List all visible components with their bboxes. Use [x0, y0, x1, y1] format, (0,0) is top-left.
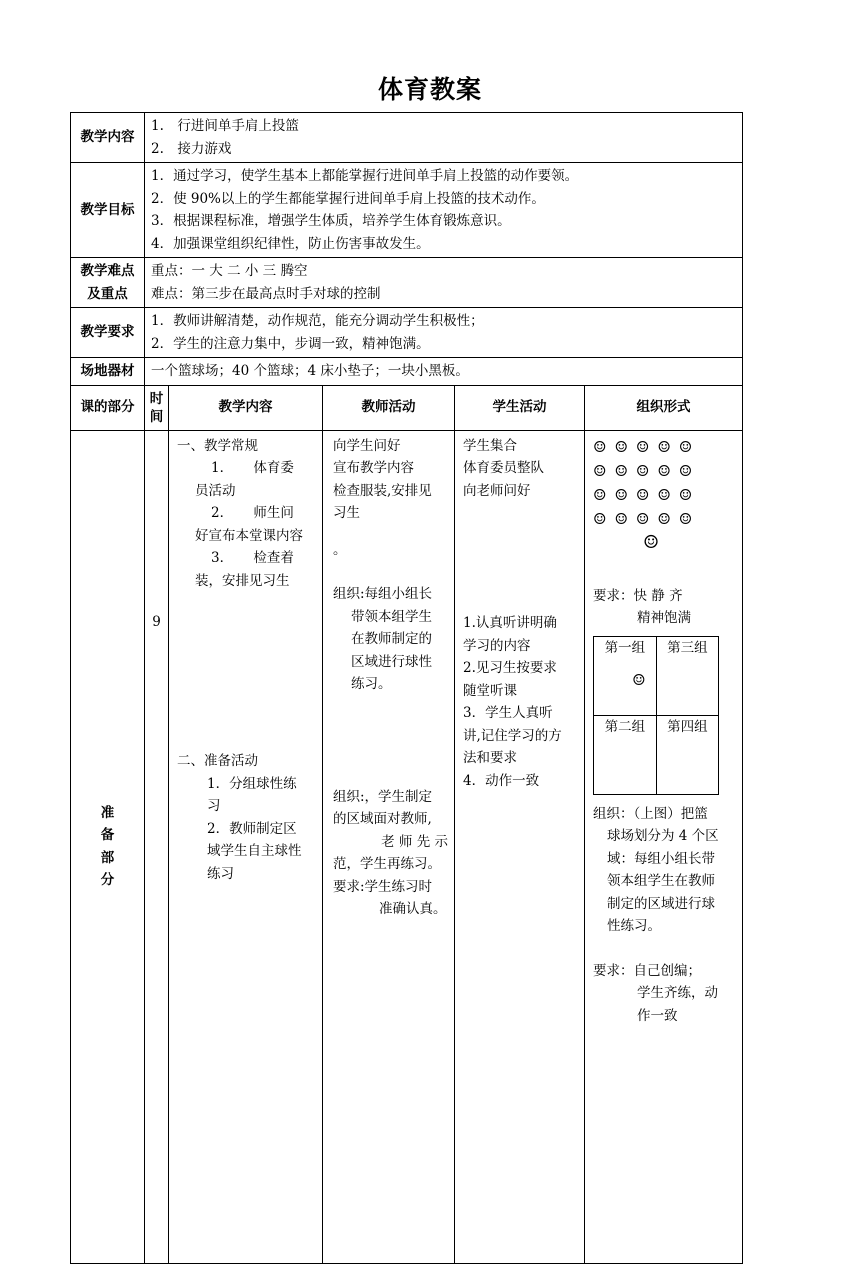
- smile-row: ☺☺☺☺☺: [593, 461, 701, 480]
- row-requirements: [71, 308, 743, 358]
- section-time: 9: [145, 430, 169, 1263]
- section-preparation: [71, 430, 743, 1263]
- section-teacher: 向学生问好 宣布教学内容 检查服装,安排见 习生 。 组织:每组小组长 带领本组学生 在教师制定的 区域进行球性 练习。 组织:，学生制定 的区域面对教师, 老 师 先 示 范，学生再练习。 要求:学生练习时 准确认真。: [323, 430, 455, 1263]
- group-area-4: 第四组: [656, 715, 718, 794]
- header-org: 组织形式: [585, 385, 743, 430]
- label-goals: 教学目标: [71, 163, 145, 258]
- header-row: [71, 385, 743, 430]
- content-items: 1. 行进间单手肩上投篮 2. 接力游戏: [145, 113, 743, 163]
- group-area-grid: [593, 636, 719, 795]
- label-difficulty: 教学难点 及重点: [71, 258, 145, 308]
- student-formation: [593, 435, 736, 555]
- row-goals: [71, 163, 743, 258]
- group-area-3: 第三组: [656, 636, 718, 715]
- section-content: 一、教学常规 1． 体育委 员活动 2． 师生问 好宣布本堂课内容 3． 检查着 装，安排见习生 二、准备活动 1．分组球性练 习 2．教师制定区 域学生自主球性 练习: [169, 430, 323, 1263]
- row-difficulty: [71, 258, 743, 308]
- label-requirements: 教学要求: [71, 308, 145, 358]
- label-content: 教学内容: [71, 113, 145, 163]
- smile-row: ☺☺☺☺☺: [593, 509, 701, 528]
- label-equipment: 场地器材: [71, 358, 145, 386]
- equipment-text: 一个篮球场；40 个篮球；4 床小垫子；一块小黑板。: [145, 358, 743, 386]
- document-title: 体育教案: [377, 75, 482, 104]
- goals-items: 1．通过学习，使学生基本上都能掌握行进间单手肩上投篮的动作要领。 2．使 90%以上的学生都能掌握行进间单手肩上投篮的技术动作。 3．根据课程标准，增强学生体质，培养学生体育锻炼意识。 4．加强课堂组织纪律性，防止伤害事故发生。: [145, 163, 743, 258]
- header-part: 课的部分: [71, 385, 145, 430]
- requirements-items: 1．教师讲解清楚，动作规范，能充分调动学生积极性； 2．学生的注意力集中，步调一致，精神饱满。: [145, 308, 743, 358]
- row-equipment: [71, 358, 743, 386]
- difficulty-items: 重点：一 大 二 小 三 腾空 难点：第三步在最高点时手对球的控制: [145, 258, 743, 308]
- smile-row: ☺☺☺☺☺: [593, 437, 701, 456]
- lesson-plan-table: [70, 112, 743, 1264]
- section-part-label: 准 备 部 分: [71, 430, 145, 1263]
- teacher-smiley-icon: ☺: [632, 671, 646, 689]
- section-org: ☺☺☺☺☺ ☺☺☺☺☺ ☺☺☺☺☺ ☺☺☺☺☺ ☺ 要求：快 静 齐 精神饱满 第一组 ☺ 第三组 第二组 第四组 组织：（上图）把篮 球场划分为 4 个区 域：每组小组长带 领本组学生在教师 制定的区域进行球 性练习。 要求：自己创编； 学生齐练，动 作一致: [585, 430, 743, 1263]
- group-area-2: 第二组: [594, 715, 657, 794]
- group-area-1: 第一组 ☺: [594, 636, 657, 715]
- smile-row: ☺☺☺☺☺: [593, 485, 701, 504]
- section-student: 学生集合 体育委员整队 向老师问好 1.认真听讲明确 学习的内容 2.见习生按要求 随堂听课 3．学生人真听 讲,记住学习的方 法和要求 4．动作一致: [455, 430, 585, 1263]
- row-content: [71, 113, 743, 163]
- header-teacher: 教师活动: [323, 385, 455, 430]
- header-student: 学生活动: [455, 385, 585, 430]
- teacher-smiley-icon: ☺: [643, 531, 668, 553]
- header-time: 时 间: [145, 385, 169, 430]
- header-content: 教学内容: [169, 385, 323, 430]
